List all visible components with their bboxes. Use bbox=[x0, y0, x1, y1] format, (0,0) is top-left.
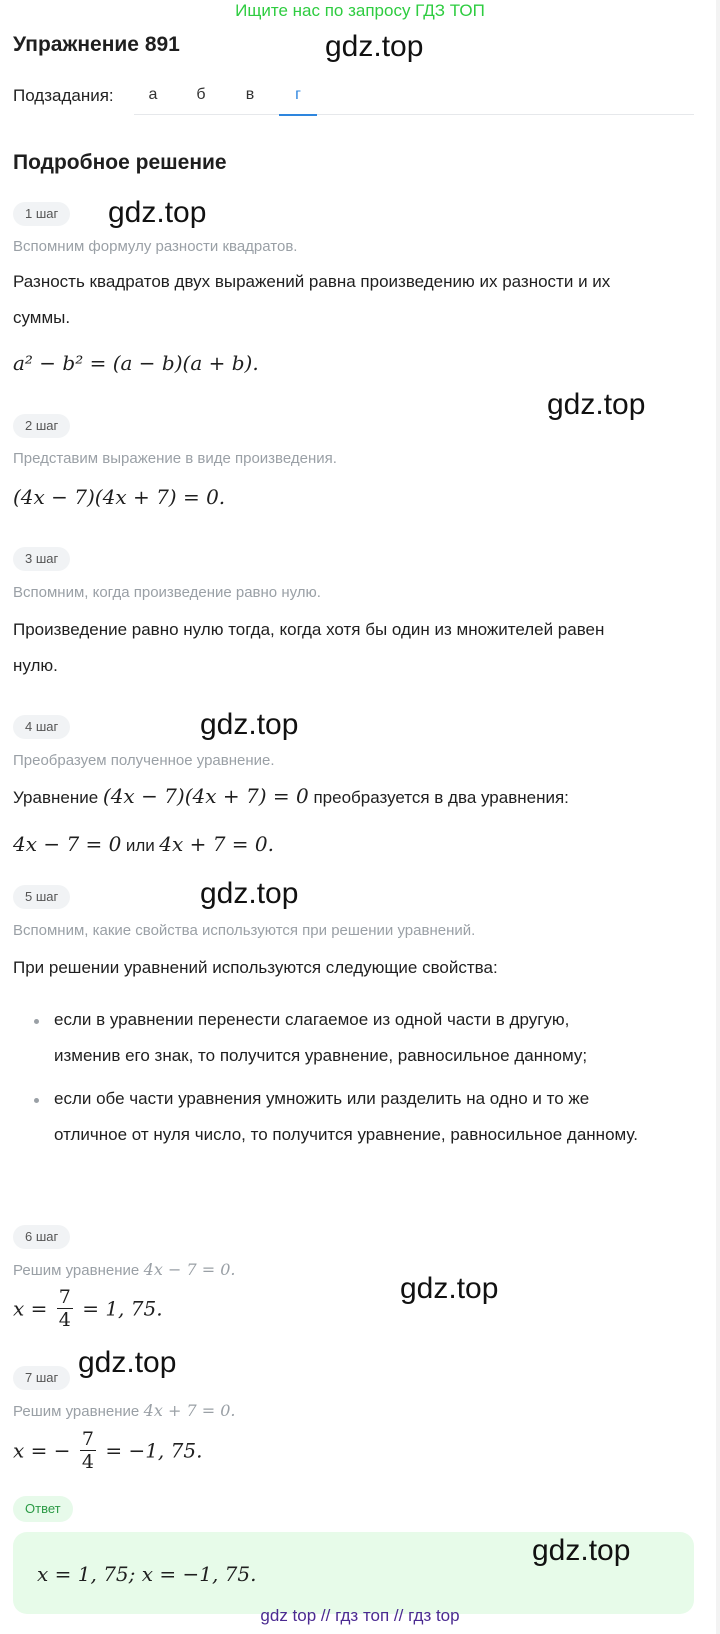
lhs: x = − bbox=[13, 1438, 71, 1463]
hint-formula: 4x − 7 = 0. bbox=[143, 1260, 236, 1279]
bullet-text: отличное от нуля число, то получится уравнение, равносильное данному. bbox=[54, 1125, 638, 1144]
hint-formula: 4x + 7 = 0. bbox=[143, 1401, 236, 1420]
step-text: Разность квадратов двух выражений равна произведению их разности и их bbox=[13, 272, 611, 291]
step-text: нулю. bbox=[13, 656, 58, 675]
numerator: 7 bbox=[81, 1428, 94, 1450]
watermark: gdz.top bbox=[532, 1534, 631, 1567]
equation-2: 4x + 7 = 0. bbox=[159, 832, 274, 856]
step-hint-row bbox=[13, 1401, 235, 1421]
fraction bbox=[57, 1286, 73, 1331]
rhs: = −1, 75. bbox=[105, 1438, 203, 1463]
inline-formula: (4x − 7)(4x + 7) = 0 bbox=[102, 784, 309, 808]
fraction bbox=[80, 1428, 96, 1473]
step-badge: 6 шаг bbox=[13, 1225, 70, 1249]
tab-b[interactable]: б bbox=[196, 86, 206, 103]
step-hint: Преобразуем полученное уравнение. bbox=[13, 752, 275, 769]
step-badge: 4 шаг bbox=[13, 715, 70, 739]
formula: (4x − 7)(4x + 7) = 0. bbox=[13, 485, 226, 509]
tab-g[interactable]: г bbox=[279, 86, 317, 116]
watermark: gdz.top bbox=[547, 388, 646, 421]
exercise-title: Упражнение 891 bbox=[13, 33, 180, 56]
text-pre: Уравнение bbox=[13, 788, 99, 807]
bullet-icon bbox=[34, 1098, 39, 1103]
bullet-text: изменив его знак, то получится уравнение, равносильное данному; bbox=[54, 1046, 588, 1065]
step-hint: Вспомним, какие свойства используются при решении уравнений. bbox=[13, 922, 476, 939]
answer-badge: Ответ bbox=[13, 1496, 73, 1522]
step-badge: 2 шаг bbox=[13, 414, 70, 438]
step-hint: Вспомним формулу разности квадратов. bbox=[13, 238, 298, 255]
footer-links[interactable]: gdz top // гдз топ // гдз top bbox=[260, 1606, 460, 1625]
scrollbar[interactable] bbox=[716, 0, 720, 1634]
step-text: При решении уравнений используются следующие свойства: bbox=[13, 958, 498, 977]
denominator: 4 bbox=[58, 1309, 71, 1331]
watermark: gdz.top bbox=[78, 1346, 177, 1379]
answer-value: x = 1, 75; x = −1, 75. bbox=[37, 1562, 257, 1586]
bullet-text: если в уравнении перенести слагаемое из одной части в другую, bbox=[54, 1010, 570, 1029]
step-badge: 5 шаг bbox=[13, 885, 70, 909]
step-text: Произведение равно нулю тогда, когда хотя бы один из множителей равен bbox=[13, 620, 605, 639]
search-banner: Ищите нас по запросу ГДЗ ТОП bbox=[235, 1, 485, 20]
formula: a² − b² = (a − b)(a + b). bbox=[13, 351, 259, 375]
step-text: суммы. bbox=[13, 308, 71, 327]
or-word: или bbox=[125, 836, 155, 855]
watermark: gdz.top bbox=[200, 708, 299, 741]
two-equations bbox=[13, 828, 274, 864]
lhs: x = bbox=[13, 1296, 48, 1321]
step-hint: Представим выражение в виде произведения. bbox=[13, 450, 337, 467]
watermark: gdz.top bbox=[108, 196, 207, 229]
tab-v[interactable]: в bbox=[245, 86, 255, 103]
step-badge: 1 шаг bbox=[13, 202, 70, 226]
step-badge: 7 шаг bbox=[13, 1366, 70, 1390]
bullet-text: если обе части уравнения умножить или разделить на одно и то же bbox=[54, 1089, 590, 1108]
subtasks-label: Подзадания: bbox=[13, 86, 114, 105]
equation-1: 4x − 7 = 0 bbox=[13, 832, 122, 856]
section-title: Подробное решение bbox=[13, 151, 227, 174]
step-hint-row bbox=[13, 1260, 235, 1280]
step-badge: 3 шаг bbox=[13, 547, 70, 571]
solution-formula bbox=[13, 1286, 163, 1331]
text-post: преобразуется в два уравнения: bbox=[313, 788, 569, 807]
numerator: 7 bbox=[58, 1286, 71, 1308]
step-hint: Вспомним, когда произведение равно нулю. bbox=[13, 584, 321, 601]
watermark: gdz.top bbox=[200, 877, 299, 910]
step-hint: Решим уравнение bbox=[13, 1403, 140, 1420]
denominator: 4 bbox=[81, 1451, 94, 1473]
step-text-inline bbox=[13, 778, 569, 816]
tab-a[interactable]: а bbox=[148, 86, 158, 103]
rhs: = 1, 75. bbox=[82, 1296, 163, 1321]
watermark: gdz.top bbox=[400, 1272, 499, 1305]
solution-formula bbox=[13, 1428, 202, 1473]
bullet-icon bbox=[34, 1019, 39, 1024]
watermark: gdz.top bbox=[325, 30, 424, 63]
step-hint: Решим уравнение bbox=[13, 1262, 140, 1279]
